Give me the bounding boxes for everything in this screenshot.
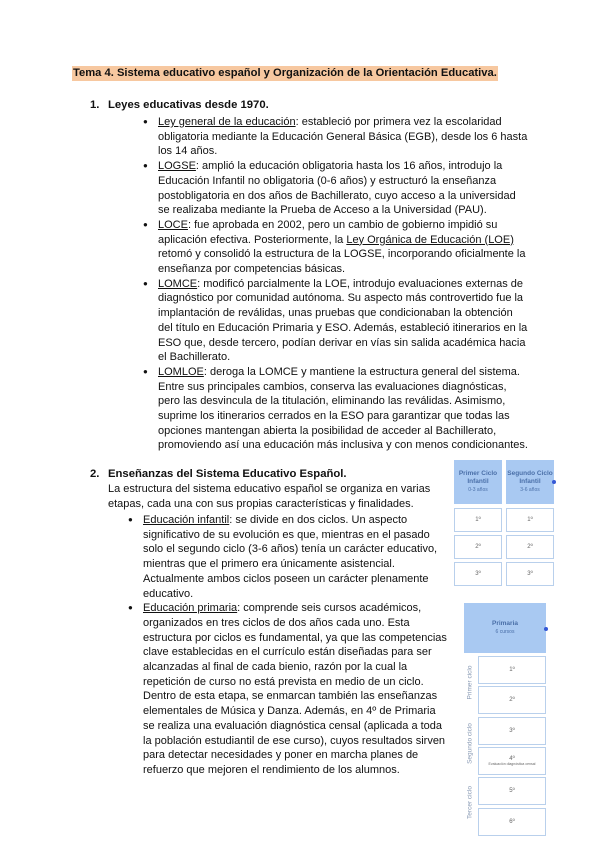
stages-list	[128, 513, 448, 778]
list-item	[128, 513, 448, 601]
primaria-header-sub: 6 cursos	[495, 629, 515, 635]
section-1-heading	[90, 98, 269, 113]
infantil-header-2	[506, 460, 554, 504]
stage-term: Educación infantil	[143, 514, 230, 526]
law-text: : amplió la educación obligatoria hasta los 16 años, introdujo la Educación Infantil no obligatoria (0-6 años) y estructuró la enseñanza postobligatoria en dos años de Bachillerato, cuyo acceso a la universidad se realizaba mediante la Prueba de Acceso a la Universidad (PAU).	[158, 160, 516, 217]
course-cell: 3º	[478, 717, 546, 745]
infantil-header-1-sub: 0-3 años	[468, 487, 488, 493]
list-item	[143, 218, 528, 277]
list-item	[143, 277, 528, 365]
list-item	[143, 115, 528, 159]
primaria-header-label: Primaria	[491, 620, 519, 627]
course-cell: 5º	[478, 777, 546, 805]
infantil-cell: 3º	[506, 562, 554, 586]
section-1-title: Leyes educativas desde 1970.	[108, 99, 269, 111]
law-text: : modificó parcialmente la LOE, introdujo evaluaciones externas de diagnóstico por comunidad autónoma. Su aspecto más controvertido fue la implantación de reválidas, unas pruebas que condicionaban la obtención del título en Educación Primaria y ESO. Además, estableció itinerarios en la ESO que, desde tercero, podían derivar en vías sin salida académica hacia el Bachillerato.	[158, 277, 528, 364]
infantil-header-2-sub: 3-6 años	[520, 487, 540, 493]
cycle-label: Segundo ciclo	[466, 723, 474, 764]
section-2-intro: La estructura del sistema educativo español se organiza en varias etapas, cada una con sus propias características y finalidades.	[108, 483, 431, 510]
law-inner-term: Ley Orgánica de Educación (LOE)	[346, 233, 514, 246]
primaria-header	[464, 603, 546, 653]
course-cell: 2º	[478, 686, 546, 714]
section-2-heading	[90, 467, 347, 482]
law-text: : deroga la LOMCE y mantiene la estructura general del sistema. Entre sus principales cambios, conserva las evaluaciones diagnósticas, pero las desvincula de la titulación, eliminando las reválidas. Asimismo, suprime los itinerarios cerrados en la ESO para garantizar que todas las opciones mantengan abierta la posibilidad de acceder al Bachillerato, promoviendo así una educación más inclusiva y con menos condicionantes.	[158, 365, 528, 452]
law-text: : fue aprobada en 2002, pero un cambio de gobierno impidió su aplicación efectiva. Posteriormente, la	[158, 218, 498, 246]
laws-list	[143, 115, 528, 453]
infantil-cell: 2º	[454, 535, 502, 559]
stage-text: : se divide en dos ciclos. Un aspecto significativo de su evolución es que, mientras en el pasado solo el segundo ciclo (3-6 años) tenía un carácter educativo, mientras que el primero era únicamente asistencial. Actualmente ambos ciclos poseen un carácter plenamente educativo.	[143, 514, 438, 600]
law-term: LOMCE	[158, 277, 198, 290]
law-text: retomó y consolidó la estructura de la LOGSE, incorporando oficialmente la enseñanza por competencias básicas.	[158, 248, 526, 276]
cycle-label: Primer ciclo	[466, 665, 474, 700]
infantil-cell: 1º	[454, 508, 502, 532]
section-2-title: Enseñanzas del Sistema Educativo Español.	[108, 468, 347, 480]
infantil-cell: 3º	[454, 562, 502, 586]
stage-term: Educación primaria	[143, 602, 238, 615]
cycle-label: Tercer ciclo	[466, 786, 474, 819]
infantil-diagram	[454, 460, 554, 590]
list-item	[128, 601, 448, 777]
list-item	[143, 159, 528, 218]
infantil-cell: 1º	[506, 508, 554, 532]
stage-text: : comprende seis cursos académicos, organizados en tres ciclos de dos años cada uno. Esta estructura por ciclos es fundamental, ya que las competencias clave establecidas en el currículo están diseñadas para ser alcanzadas al final de cada bienio, razón por la cual la repetición de curso no está prevista en medio de un ciclo. Dentro de esta etapa, se enmarcan también las enseñanzas elementales de Música y Danza. Además, en 4º de Primaria se realiza una evaluación diagnóstica censal (aplicada a toda la población estudiantil de ese curso), cuyos resultados sirven para detectar necesidades y poner en marcha planes de refuerzo que mejoren el rendimiento de los alumnos.	[143, 602, 447, 776]
connector-dot	[552, 480, 556, 484]
section-2-number: 2.	[90, 468, 100, 480]
course-cell-4	[478, 747, 546, 775]
law-term: LOCE	[158, 218, 188, 231]
infantil-cell: 2º	[506, 535, 554, 559]
infantil-header-2-label: Segundo Ciclo Infantil	[507, 470, 553, 485]
course-4-note: Evaluación diagnóstica censal	[488, 761, 536, 766]
course-cell: 6º	[478, 808, 546, 836]
infantil-header-1	[454, 460, 502, 504]
connector-dot	[544, 627, 548, 631]
law-term: LOMLOE	[158, 365, 204, 378]
title: Tema 4. Sistema educativo español y Organización de la Orientación Educativa.	[73, 67, 497, 79]
section-1-number: 1.	[90, 99, 100, 111]
law-text: : estableció por primera vez la escolaridad obligatoria mediante la Educación General Básica (EGB), desde los 6 hasta los 14 años.	[158, 116, 528, 158]
course-4-label: 4º	[509, 755, 515, 762]
course-cell: 1º	[478, 656, 546, 684]
law-term: Ley general de la educación	[158, 116, 296, 128]
primaria-diagram	[462, 603, 550, 838]
law-term: LOGSE	[158, 160, 196, 173]
infantil-header-1-label: Primer Ciclo Infantil	[458, 470, 498, 485]
list-item	[143, 365, 528, 453]
